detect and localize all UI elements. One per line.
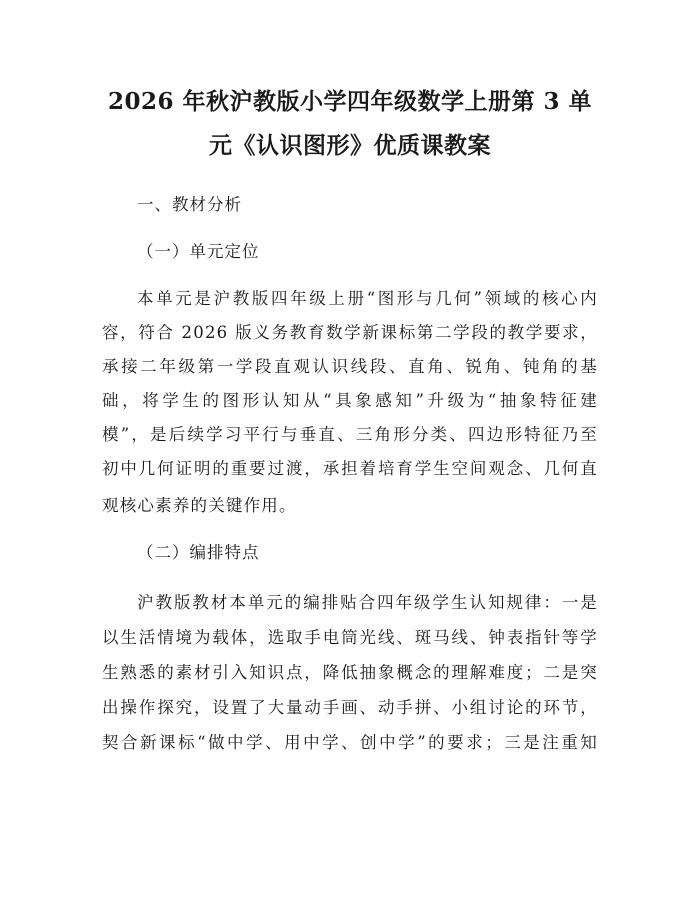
paragraph-line: 观核心素养的关键作用。 bbox=[102, 496, 297, 515]
paragraph-line: 沪教版教材本单元的编排贴合四年级学生认知规律：一是 bbox=[137, 593, 598, 612]
paragraph-line: 初中几何证明的重要过渡，承担着培育学生空间观念、几何直 bbox=[102, 459, 598, 478]
subsection-heading-layout-features: （二）编排特点 bbox=[137, 543, 260, 562]
section-heading-analysis: 一、教材分析 bbox=[137, 195, 242, 214]
paragraph-line: 以生活情境为载体，选取手电筒光线、斑马线、钟表指针等学 bbox=[102, 628, 598, 647]
paragraph-line: 容，符合 2026 版义务教育数学新课标第二学段的教学要求， bbox=[102, 323, 598, 342]
paragraph-line: 出操作探究，设置了大量动手画、动手拼、小组讨论的环节， bbox=[102, 698, 598, 717]
paragraph-line: 本单元是沪教版四年级上册“图形与几何”领域的核心内 bbox=[137, 289, 598, 308]
paragraph-line: 生熟悉的素材引入知识点，降低抽象概念的理解难度；二是突 bbox=[102, 663, 598, 682]
title-line-2: 元《认识图形》优质课教案 bbox=[209, 132, 491, 159]
subsection-heading-unit-position: （一）单元定位 bbox=[137, 242, 260, 261]
title-line-1: 2026 年秋沪教版小学四年级数学上册第 3 单 bbox=[107, 88, 593, 115]
paragraph-line: 契合新课标“做中学、用中学、创中学”的要求；三是注重知 bbox=[102, 733, 598, 752]
paragraph-line: 础，将学生的图形认知从“具象感知”升级为“抽象特征建 bbox=[102, 391, 598, 410]
document-title bbox=[90, 80, 610, 168]
paragraph-line: 模”，是后续学习平行与垂直、三角形分类、四边形特征乃至 bbox=[102, 425, 598, 444]
paragraph-line: 承接二年级第一学段直观认识线段、直角、锐角、钝角的基 bbox=[102, 357, 598, 376]
